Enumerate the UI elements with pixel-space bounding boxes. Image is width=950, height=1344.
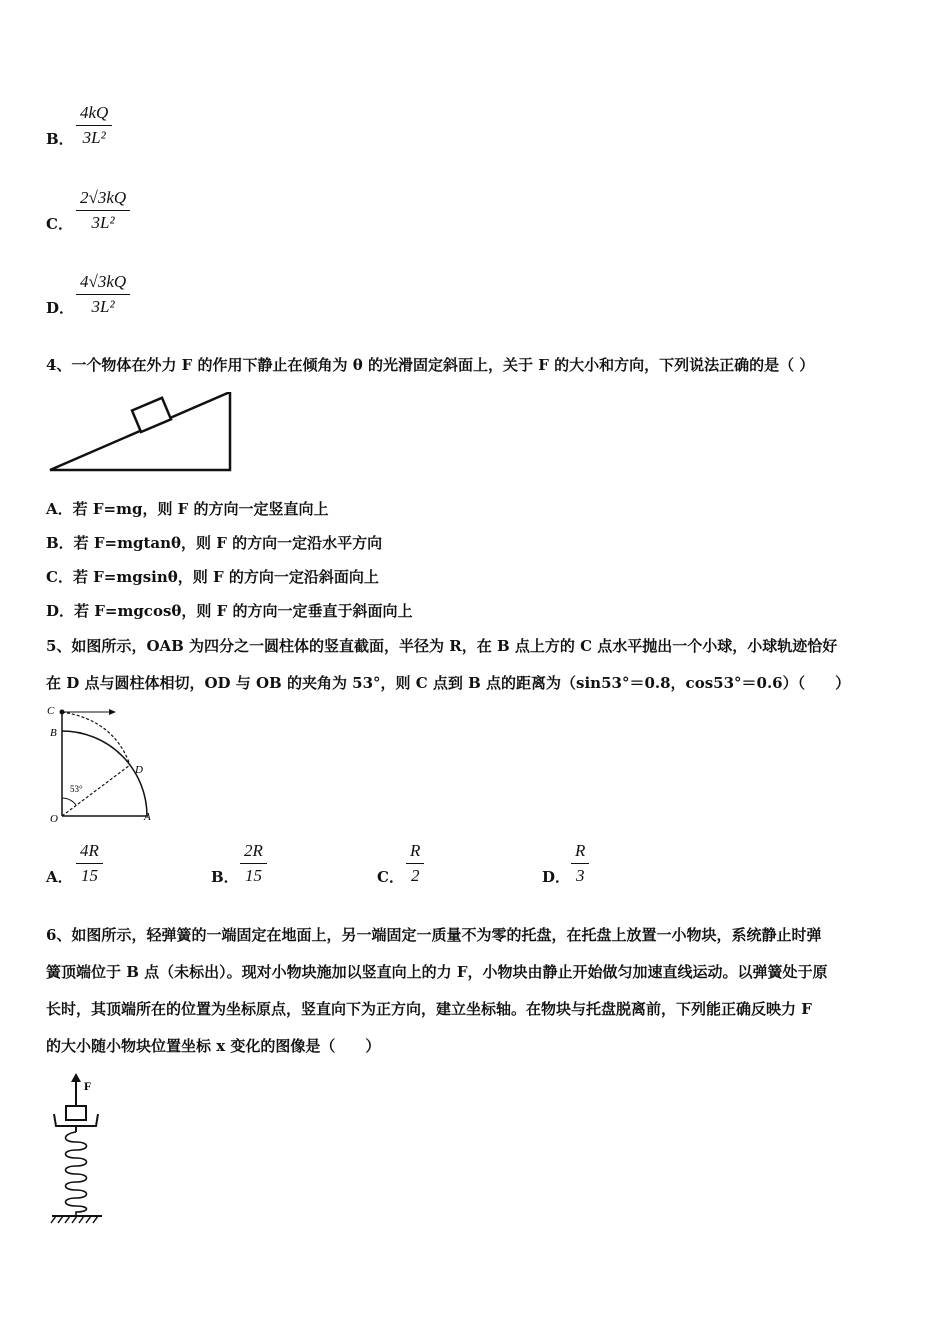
q5-option-d-label: D．	[542, 868, 571, 886]
q4-option-d: D．若 F=mgcosθ，则 F 的方向一定垂直于斜面向上	[46, 602, 413, 620]
fraction-denominator: 2	[410, 866, 420, 885]
q3-option-d-fraction	[76, 272, 130, 317]
q5-option-b-label: B．	[211, 868, 239, 886]
label-angle: 53°	[70, 784, 83, 794]
q3-option-b-fraction	[76, 103, 112, 148]
spring-figure	[44, 1070, 110, 1226]
q5-stem-line-2: 在 D 点与圆柱体相切，OD 与 OB 的夹角为 53°，则 C 点到 B 点的距离为（sin53°＝0.8，cos53°＝0.6）（ ）	[46, 674, 851, 692]
small-block	[66, 1106, 86, 1120]
label-b: B	[50, 727, 57, 739]
label-o: O	[50, 813, 58, 825]
fraction-numerator: 4R	[80, 841, 99, 860]
block-on-incline	[132, 398, 171, 432]
fraction-numerator: 2R	[244, 841, 263, 860]
fraction-denominator: 3L²	[91, 213, 115, 232]
force-label: F	[84, 1079, 92, 1093]
q6-stem-line-4: 的大小随小物块位置坐标 x 变化的图像是（ ）	[46, 1037, 381, 1055]
fraction-denominator: 3	[575, 866, 585, 885]
label-d: D	[135, 764, 143, 776]
q3-option-c-label: C．	[46, 215, 73, 233]
q5-option-a-label: A．	[46, 868, 73, 886]
q4-stem: 4、一个物体在外力 F 的作用下静止在倾角为 θ 的光滑固定斜面上，关于 F 的大小和方向，下列说法正确的是（ ）	[46, 356, 815, 374]
fraction-denominator: 3L²	[82, 128, 106, 147]
q5-option-a-fraction	[76, 841, 103, 886]
q3-option-b-label: B．	[46, 130, 74, 148]
fraction-denominator: 3L²	[91, 297, 115, 316]
quarter-circle-figure	[44, 700, 164, 826]
fraction-denominator: 15	[244, 866, 262, 885]
q5-option-d-fraction	[571, 841, 589, 886]
q5-option-b-fraction	[240, 841, 267, 886]
fraction-numerator: 4kQ	[80, 103, 109, 122]
q3-option-d-label: D．	[46, 299, 75, 317]
q6-stem-line-3: 长时，其顶端所在的位置为坐标原点，竖直向下为正方向，建立坐标轴。在物块与托盘脱离前，下列能正确反映力 F	[46, 1000, 812, 1018]
fraction-denominator: 15	[80, 866, 98, 885]
q6-stem-line-1: 6、如图所示，轻弹簧的一端固定在地面上，另一端固定一质量不为零的托盘，在托盘上放置一小物块，系统静止时弹	[46, 926, 822, 944]
q4-option-c: C．若 F=mgsinθ，则 F 的方向一定沿斜面向上	[46, 568, 379, 586]
q4-option-b: B．若 F=mgtanθ，则 F 的方向一定沿水平方向	[46, 534, 383, 552]
fraction-numerator: R	[410, 841, 421, 860]
q4-option-a: A．若 F=mg，则 F 的方向一定竖直向上	[46, 500, 329, 518]
fraction-numerator: 4√3kQ	[80, 272, 127, 291]
q6-stem-line-2: 簧顶端位于 B 点（未标出）。现对小物块施加以竖直向上的力 F，小物块由静止开始做匀加速直线运动。以弹簧处于原	[46, 963, 828, 981]
spring	[66, 1132, 87, 1216]
q5-stem-line-1: 5、如图所示，OAB 为四分之一圆柱体的竖直截面，半径为 R，在 B 点上方的 C 点水平抛出一个小球，小球轨迹恰好	[46, 637, 838, 655]
fraction-numerator: R	[575, 841, 586, 860]
q5-option-c-fraction	[406, 841, 424, 886]
fraction-numerator: 2√3kQ	[80, 188, 127, 207]
q3-option-c-fraction	[76, 188, 130, 233]
incline-figure	[44, 392, 238, 478]
q5-option-c-label: C．	[377, 868, 404, 886]
label-a: A	[144, 811, 151, 823]
label-c: C	[47, 705, 55, 717]
